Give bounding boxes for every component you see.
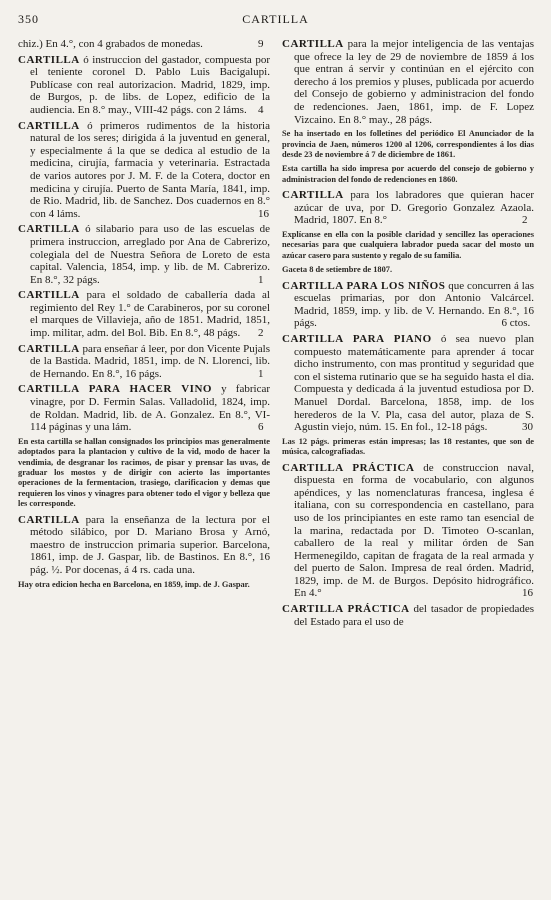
entry-price: 2: [522, 214, 528, 227]
entry-price: 9: [258, 38, 264, 50]
entry-headword: CARTILLA: [282, 189, 344, 202]
catalog-entry: [282, 38, 534, 126]
entry-headword: CARTILLA PARA LOS NIÑOS: [282, 279, 446, 292]
entry-text: para los labradores que quieran hacer azúcar de uva, por D. Gregorio Gonzalez Azaola. Madrid, 1807. En 8.°: [294, 189, 534, 227]
catalog-entry: [282, 603, 534, 628]
catalog-entry: [18, 120, 270, 221]
right-column: [282, 38, 534, 631]
entry-headword: CARTILLA: [18, 223, 80, 236]
entry-text: chiz.) En 4.°, con 4 grabados de monedas.: [18, 38, 203, 50]
entry-price: 1: [258, 367, 264, 380]
entry-headword: CARTILLA: [18, 513, 80, 526]
entry-text: y fabricar vinagre, por D. Fermin Salas. Valladolid, 1824, imp. de Roldan. Madrid, lib. de A. Gonzalez. En 8.°, VI-114 páginas y una lám.: [30, 383, 270, 434]
entry-text: ó primeros rudimentos de la historia natural de los seres; dirigida á la juventud en general, y especialmente á la que se dedica al estudio de la medicina, cirujía, farmacia y veterinaria. Estractada de varios autores por J. M. F. de la Cotera, doctor en medicina y cirujía. Puerto de Santa María, 1841, imp. de Rio. Madrid, lib. de Sanchez. Dos cuadernos en 8.° con 4 láms.: [30, 119, 270, 220]
entry-text: para enseñar á leer, por don Vicente Pujals de la Bastida. Madrid, 1851, imp. de N. Llorenci, lib. de Hernando. En 8.°, 16 págs.: [30, 342, 270, 380]
entry-text: para la mejor inteligencia de las ventajas que ofrece la ley de 29 de noviembre de 1859 á los que entran á servir y continúan en el ejército con derecho á los premios y pluses, publicada por acuerdo del Consejo de gobierno y administracion del fondo de redenciones. Jaen, 1861, imp. de F. Lopez Vizcaino. En 8.° may., 28 págs.: [294, 38, 534, 126]
page-header: [12, 12, 539, 30]
catalog-entry: [18, 514, 270, 577]
catalog-entry: [18, 289, 270, 339]
entry-price: 1: [258, 273, 264, 286]
entry-price: 2: [258, 327, 264, 340]
entry-text: ó silabario para uso de las escuelas de primera instruccion, arreglado por Ana de Cabrerizo, colegiala del de Nuestra Señora de Loreto de esta capital. Valencia, 1854, imp. y lib. de M. Cabrerizo. En 8.°, 32 págs.: [30, 223, 270, 286]
entry-text: para el soldado de caballería dada al regimiento del Rey 1.° de Carabineros, por su coronel el marques de Villavieja, año de 1851. Madrid, 1851, imp. militar, adm. del Bol. Bib. En 8.°, 48 págs.: [30, 289, 270, 340]
entry-text: del tasador de propiedades del Estado para el uso de: [294, 603, 534, 628]
page-number: 350: [18, 12, 39, 26]
entry-price: 16: [522, 587, 533, 600]
catalog-entry: [18, 54, 270, 117]
entry-price: 16: [258, 207, 269, 220]
entry-text: que concurren á las escuelas primarias, por don Antonio Valcárcel. Madrid, 1859, imp. y lib. de V. Hernando. En 8.°, 16 págs.: [294, 279, 534, 330]
catalog-entry: [282, 280, 534, 330]
entry-note: Gaceta 8 de setiembre de 1807.: [282, 265, 393, 275]
entry-price: 6: [258, 421, 264, 434]
entry-text: ó sea nuevo plan compuesto matemáticamente para aprender á tocar dicho instrumento, con mas prontitud y seguridad que con el sistema rutinario que se ha seguido hasta el dia. Compuesta y dedicada á la juventud estudiosa por D. Manuel Dordal. Barcelona, 1858, imp. de los herederos de la V. Pla, casa del autor, plaza de S. Agustin viejo, núm. 15. En fol., 12-18 págs.: [294, 332, 534, 434]
left-column: [18, 38, 270, 594]
entry-text: para la enseñanza de la lectura por el método silábico, por D. Mariano Brosa y Arnó, maestro de instruccion primaria superior. Barcelona, 1861, imp. de J. Gaspar, lib. de Bastinos. En 8.°, 16 pág. ½. Por docenas, á 4 rs. cada una.: [30, 513, 270, 577]
entry-note: Se ha insertado en los folletines del periódico El Anunciador de la provincia de Jaen, números 1200 al 1206, correspondientes á los dias desde 23 de noviembre á 7 de diciembre de 1861.: [282, 129, 534, 159]
entry-headword: CARTILLA PARA PIANO: [282, 332, 432, 345]
entry-headword: CARTILLA PRÁCTICA: [282, 461, 415, 474]
entry-text: de construccion naval, dispuesta en forma de vocabulario, con algunos apéndices, y las nomenclaturas francesa, inglesa é italiana, con su correspondencia en castellano, para uso de los principiantes en este ramo tan esencial de la marina, redactada por D. Timoteo O-scanlan, caballero de la real y militar órden de San Hermenegildo, capitan de fragata de la real armada y del puerto de Salon. Impresa de real órden. Madrid, 1829, imp. de M. de Burgos. Depósito hidrográfico. En 4.°: [294, 461, 534, 600]
entry-price: 6 ctos.: [501, 317, 531, 330]
catalog-entry: [18, 383, 270, 433]
entry-headword: CARTILLA: [18, 289, 80, 302]
entry-headword: CARTILLA: [282, 38, 344, 50]
entry-note: Explícanse en ella con la posible claridad y sencillez las operaciones necesarias para que cualquiera labrador pueda sacar del mosto un azúcar casero para sustento y regalo de su familia.: [282, 229, 534, 260]
catalog-entry: [282, 333, 534, 434]
running-title: CARTILLA: [242, 12, 309, 26]
entry-note: Esta cartilla ha sido impresa por acuerdo del consejo de gobierno y administracion del fondo de redenciones en 1860.: [282, 164, 534, 184]
entry-note: Hay otra edicion hecha en Barcelona, en 1859, imp. de J. Gaspar.: [18, 579, 250, 589]
catalog-entry: [18, 343, 270, 381]
catalog-entry: [282, 462, 534, 601]
entry-price: 30: [522, 421, 533, 434]
entry-note: En esta cartilla se hallan consignados los principios mas generalmente adoptados para la plantacion y cultivo de la vid, modo de hacer la vendimia, de desgranar los racimos, de pisar y prensar las uvas, de graduar los mostos y de dirigir con acierto las importantes operaciones de la fermentacion, trasiego, clarificacion y demas que requieren los vinos y vinagres para obtener todo el vigor y belleza que les corresponde.: [18, 436, 270, 509]
entry-headword: CARTILLA PRÁCTICA: [282, 603, 410, 616]
catalog-entry: [282, 189, 534, 227]
entry-headword: CARTILLA: [18, 342, 80, 355]
catalog-entry: [18, 38, 270, 51]
catalog-entry: [18, 223, 270, 286]
entry-headword: CARTILLA: [18, 53, 80, 66]
entry-note: Las 12 págs. primeras están impresas; las 18 restantes, que son de música, calcografiadas.: [282, 436, 534, 457]
entry-text: ó instruccion del gastador, compuesta por el teniente coronel D. Pablo Luis Bacigalupi. Publícase con real autorizacion. Madrid, 1829, imp. de Burgos, p. de libs. de Lopez, edificio de la audiencia. En 8.° may., VIII-42 págs. con 2 láms.: [30, 53, 270, 116]
entry-price: 4: [258, 103, 264, 116]
entry-headword: CARTILLA: [18, 119, 80, 132]
entry-headword: CARTILLA PARA HACER VINO: [18, 383, 212, 396]
